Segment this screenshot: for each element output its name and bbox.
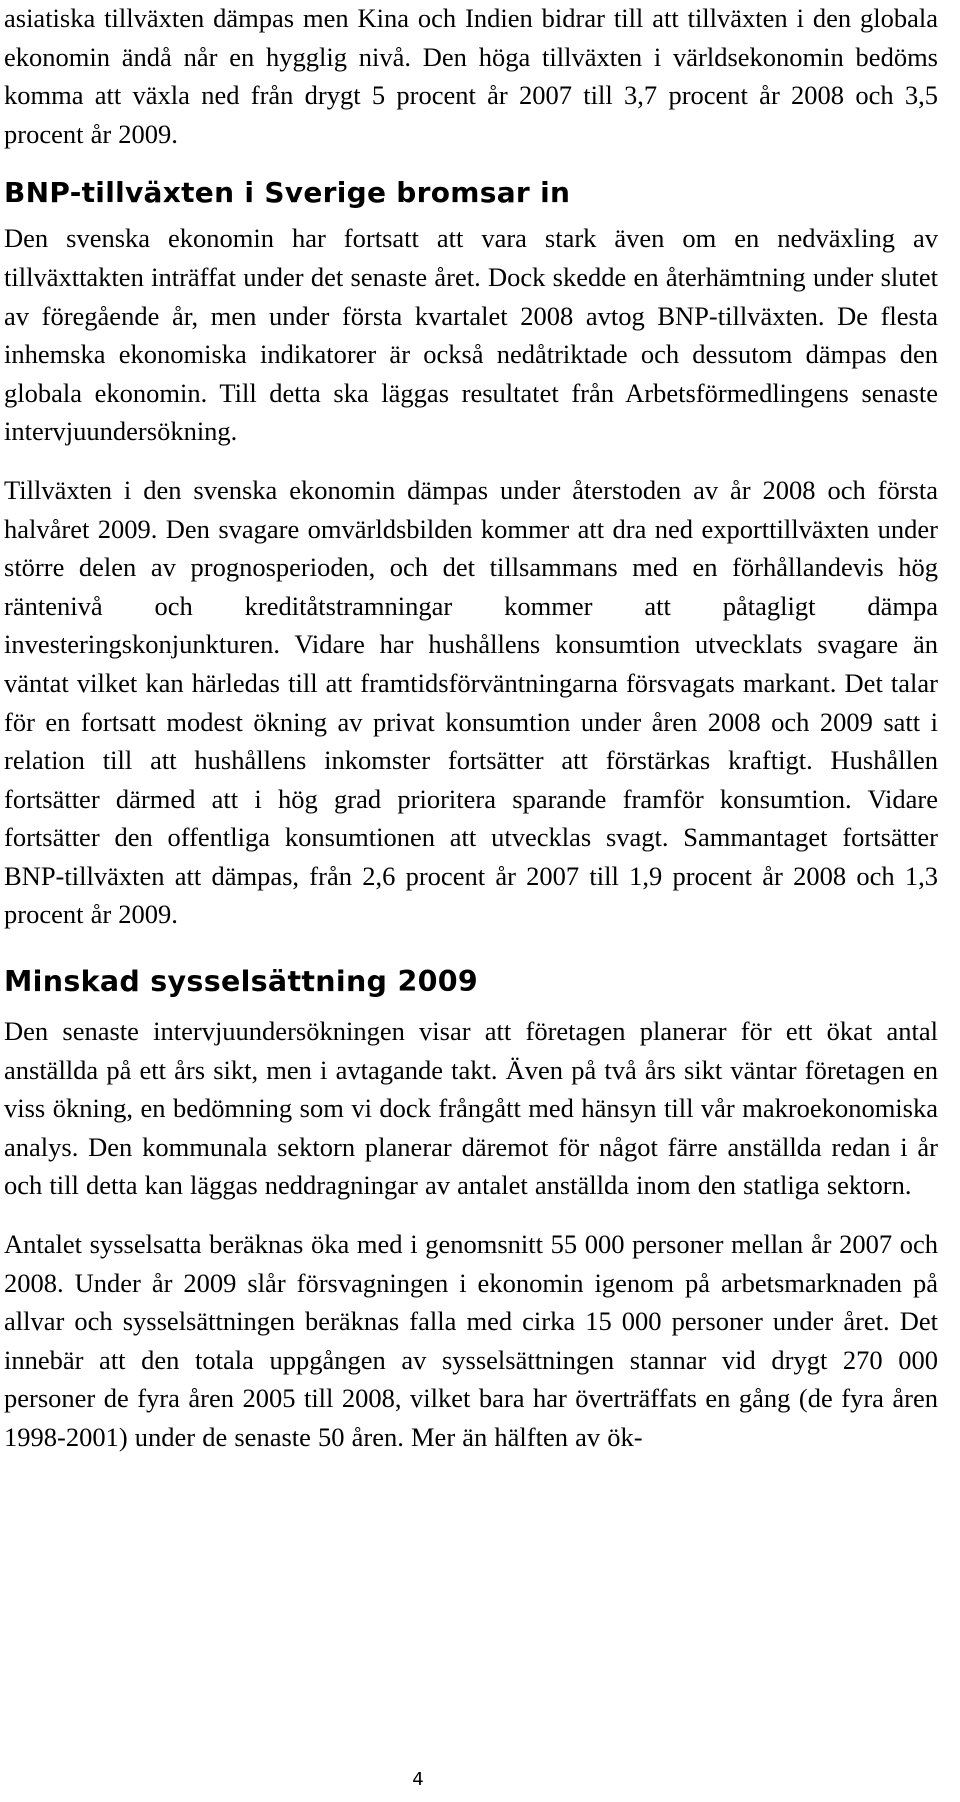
paragraph: Tillväxten i den svenska ekonomin dämpas under återstoden av år 2008 och första halvåret 2009. Den svagare omvärldsbilden kommer att dra ned exporttillväxten under större delen av prognosperioden, och det tillsammans med en förhållandevis hög räntenivå och kreditåtstramningar kommer att påtagligt dämpa investeringskonjunkturen. Vidare har hushållens konsumtion utvecklats svagare än väntat vilket kan härledas till att framtidsförväntningarna försvagats markant. Det talar för en fortsatt modest ökning av privat konsumtion under åren 2008 och 2009 satt i relation till att hushållens inkomster fortsätter att förstärkas kraftigt. Hushållen fortsätter därmed att i hög grad prioritera sparande framför konsumtion. Vidare fortsätter den offentliga konsumtionen att utvecklas svagt. Sammantaget fortsätter BNP-tillväxten att dämpas, från 2,6 procent år 2007 till 1,9 procent år 2008 och 1,3 procent år 2009. [4,474,938,930]
section-heading-employment: Minskad sysselsättning 2009 [4,965,478,999]
section-employment [4,962,938,1457]
paragraph: Den svenska ekonomin har fortsatt att vara stark även om en nedväxling av tillväxttakten inträffat under det senaste året. Dock skedde en återhämtning under slutet av föregående år, men under första kvartalet 2008 avtog BNP-tillväxten. De flesta inhemska ekonomiska indikatorer är också nedåtriktade och dessutom dämpas den globala ekonomin. Till detta ska läggas resultatet från Arbetsförmedlingens senaste intervjuundersökning. [4,223,938,447]
paragraph: Den senaste intervjuundersökningen visar att företagen planerar för ett ökat antal anställda på ett års sikt, men i avtagande takt. Även på två års sikt väntar företagen en viss ökning, en bedömning som vi dock frångått med hänsyn till vår makroekonomiska analys. Den kommunala sektorn planerar däremot för något färre anställda redan i år och till detta kan läggas neddragningar av antalet anställda inom den statliga sektorn. [4,1016,938,1201]
section-bnp-growth [4,173,938,934]
page-number: 4 [412,1769,424,1790]
section-heading-bnp: BNP-tillväxten i Sverige bromsar in [4,176,571,210]
document-page [4,0,938,1457]
paragraph: Antalet sysselsatta beräknas öka med i genomsnitt 55 000 personer mellan år 2007 och 2008. Under år 2009 slår försvagningen i ekonomin igenom på arbetsmarknaden på allvar och sysselsättningen beräknas falla med cirka 15 000 personer under året. Det innebär att den totala uppgången av sysselsättningen stannar vid drygt 270 000 personer de fyra åren 2005 till 2008, vilket bara har överträffats en gång (de fyra åren 1998-2001) under de senaste 50 åren. Mer än hälften av ök- [4,1229,938,1452]
intro-paragraph: asiatiska tillväxten dämpas men Kina och Indien bidrar till att tillväxten i den globala ekonomin ändå når en hygglig nivå. Den höga tillväxten i världsekonomin bedöms komma att växla ned från drygt 5 procent år 2007 till 3,7 procent år 2008 och 3,5 procent år 2009. [4,3,938,149]
